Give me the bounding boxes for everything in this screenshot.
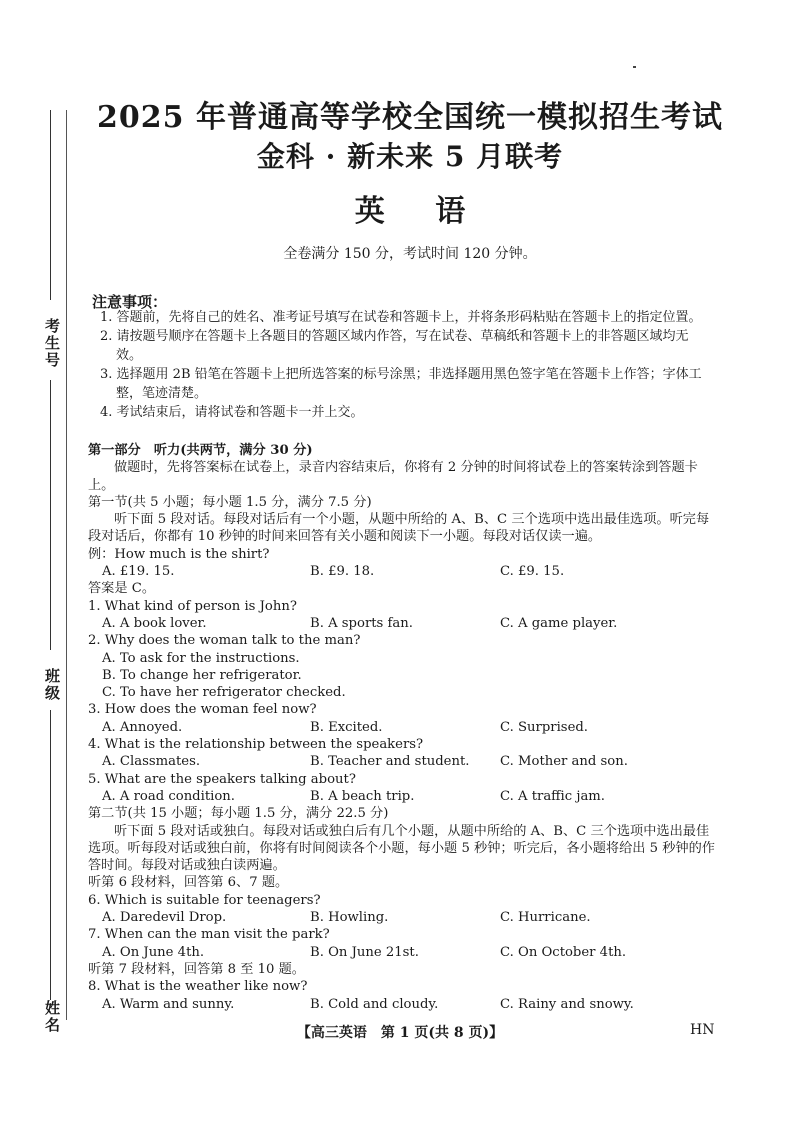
option-a: A. Classmates. <box>102 754 201 770</box>
note-item: 2. 请按题号顺序在答题卡上各题目的答题区域内作答，写在试卷、草稿纸和答题卡上的非答题区域均无效。 <box>100 329 689 363</box>
option-b: B. £9. 18. <box>310 564 375 580</box>
exam-number-fill-line <box>50 110 51 300</box>
class-label: 班级 <box>43 668 61 702</box>
option-a: A. £19. 15. <box>102 564 175 580</box>
section2-heading: 第二节(共 15 小题；每小题 1.5 分，满分 22.5 分) <box>88 806 389 822</box>
question-4-options <box>88 753 718 770</box>
option-b: B. On June 21st. <box>310 944 419 960</box>
question-3: 3. How does the woman feel now? <box>88 702 317 718</box>
option-a: A. A book lover. <box>102 615 207 631</box>
question-8: 8. What is the weather like now? <box>88 979 308 995</box>
subject-title: 英 语 <box>354 194 466 229</box>
material-6-note: 听第 6 段材料，回答第 6、7 题。 <box>88 875 289 891</box>
note-item: 4. 考试结束后，请将试卷和答题卡一并上交。 <box>100 405 364 420</box>
option-b: B. Cold and cloudy. <box>310 996 439 1012</box>
exam-number-label: 考生号 <box>43 318 61 369</box>
material-7-note: 听第 7 段材料，回答第 8 至 10 题。 <box>88 961 305 977</box>
score-info: 全卷满分 150 分，考试时间 120 分钟。 <box>283 246 537 262</box>
part1-heading: 第一部分 听力(共两节，满分 30 分) <box>88 443 313 458</box>
question-8-options <box>88 996 718 1013</box>
question-7-options <box>88 944 718 961</box>
option-b: B. To change her refrigerator. <box>102 667 302 683</box>
question-7: 7. When can the man visit the park? <box>88 927 330 943</box>
question-6-options <box>88 909 718 926</box>
exam-content <box>88 442 718 1013</box>
question-5: 5. What are the speakers talking about? <box>88 771 356 787</box>
option-a: A. A road condition. <box>102 788 235 804</box>
option-c: C. £9. 15. <box>500 564 565 580</box>
option-c: C. Mother and son. <box>500 754 628 770</box>
option-c: C. On October 4th. <box>500 944 627 960</box>
option-a: A. Daredevil Drop. <box>102 910 227 926</box>
example-answer: 答案是 C。 <box>88 581 156 597</box>
section1-instruction: 听下面 5 段对话。每段对话后有一个小题，从题中所给的 A、B、C 三个选项中选出最佳选项。听完每段对话后，你都有 10 秒钟的时间来回答有关小题和阅读下一小题。每段对话仅读一遍。 <box>88 512 710 545</box>
class-fill-line <box>50 380 51 650</box>
question-6: 6. Which is suitable for teenagers? <box>88 892 321 908</box>
question-4: 4. What is the relationship between the speakers? <box>88 737 424 753</box>
option-a: A. On June 4th. <box>102 944 205 960</box>
option-c: C. A traffic jam. <box>500 788 605 804</box>
binding-margin-line <box>66 110 67 1020</box>
option-c: C. Hurricane. <box>500 910 591 926</box>
section1-heading: 第一节(共 5 小题；每小题 1.5 分，满分 7.5 分) <box>88 494 372 510</box>
name-fill-line <box>50 710 51 1000</box>
option-a: A. Warm and sunny. <box>102 996 235 1012</box>
note-item: 3. 选择题用 2B 铅笔在答题卡上把所选答案的标号涂黑；非选择题用黑色签字笔在答题卡上作答；字体工整，笔迹清楚。 <box>100 367 702 401</box>
option-b: B. Teacher and student. <box>310 754 470 770</box>
question-2: 2. Why does the woman talk to the man? <box>88 633 361 649</box>
question-1-options <box>88 615 718 632</box>
option-b: B. A sports fan. <box>310 615 413 631</box>
question-1: 1. What kind of person is John? <box>88 598 297 614</box>
note-item: 1. 答题前，先将自己的姓名、准考证号填写在试卷和答题卡上，并将条形码粘贴在答题卡上的指定位置。 <box>100 310 702 325</box>
question-5-options <box>88 788 718 805</box>
option-b: B. Howling. <box>310 910 389 926</box>
scan-speck <box>633 66 636 68</box>
name-label: 姓名 <box>43 1000 61 1034</box>
notes-list <box>100 308 710 422</box>
option-a: A. Annoyed. <box>102 719 183 735</box>
example-options <box>88 563 718 580</box>
exam-title: 2025 年普通高等学校全国统一模拟招生考试 <box>97 100 723 135</box>
section2-instruction: 听下面 5 段对话或独白。每段对话或独白后有几个小题，从题中所给的 A、B、C 三个选项中选出最佳选项。听每段对话或独白前，你将有时间阅读各个小题，每小题 5 秒钟；听完后，各小题将给出 5 秒钟的作答时间。每段对话或独白读两遍。 <box>88 823 715 874</box>
option-a: A. To ask for the instructions. <box>102 650 300 666</box>
region-code: HN <box>690 1022 715 1038</box>
notes-title: 注意事项： <box>92 293 168 311</box>
option-c: C. To have her refrigerator checked. <box>102 685 346 701</box>
option-c: C. Rainy and snowy. <box>500 996 634 1012</box>
option-b: B. Excited. <box>310 719 383 735</box>
part1-instruction: 做题时，先将答案标在试卷上，录音内容结束后，你将有 2 分钟的时间将试卷上的答案转涂到答题卡上。 <box>88 460 698 493</box>
question-3-options <box>88 719 718 736</box>
example-question: 例：How much is the shirt? <box>88 546 270 562</box>
page-footer: 【高三英语 第 1 页(共 8 页)】 <box>296 1025 504 1041</box>
option-c: C. Surprised. <box>500 719 589 735</box>
option-c: C. A game player. <box>500 615 618 631</box>
option-b: B. A beach trip. <box>310 788 415 804</box>
exam-subtitle: 金科 · 新未来 5 月联考 <box>256 140 564 173</box>
